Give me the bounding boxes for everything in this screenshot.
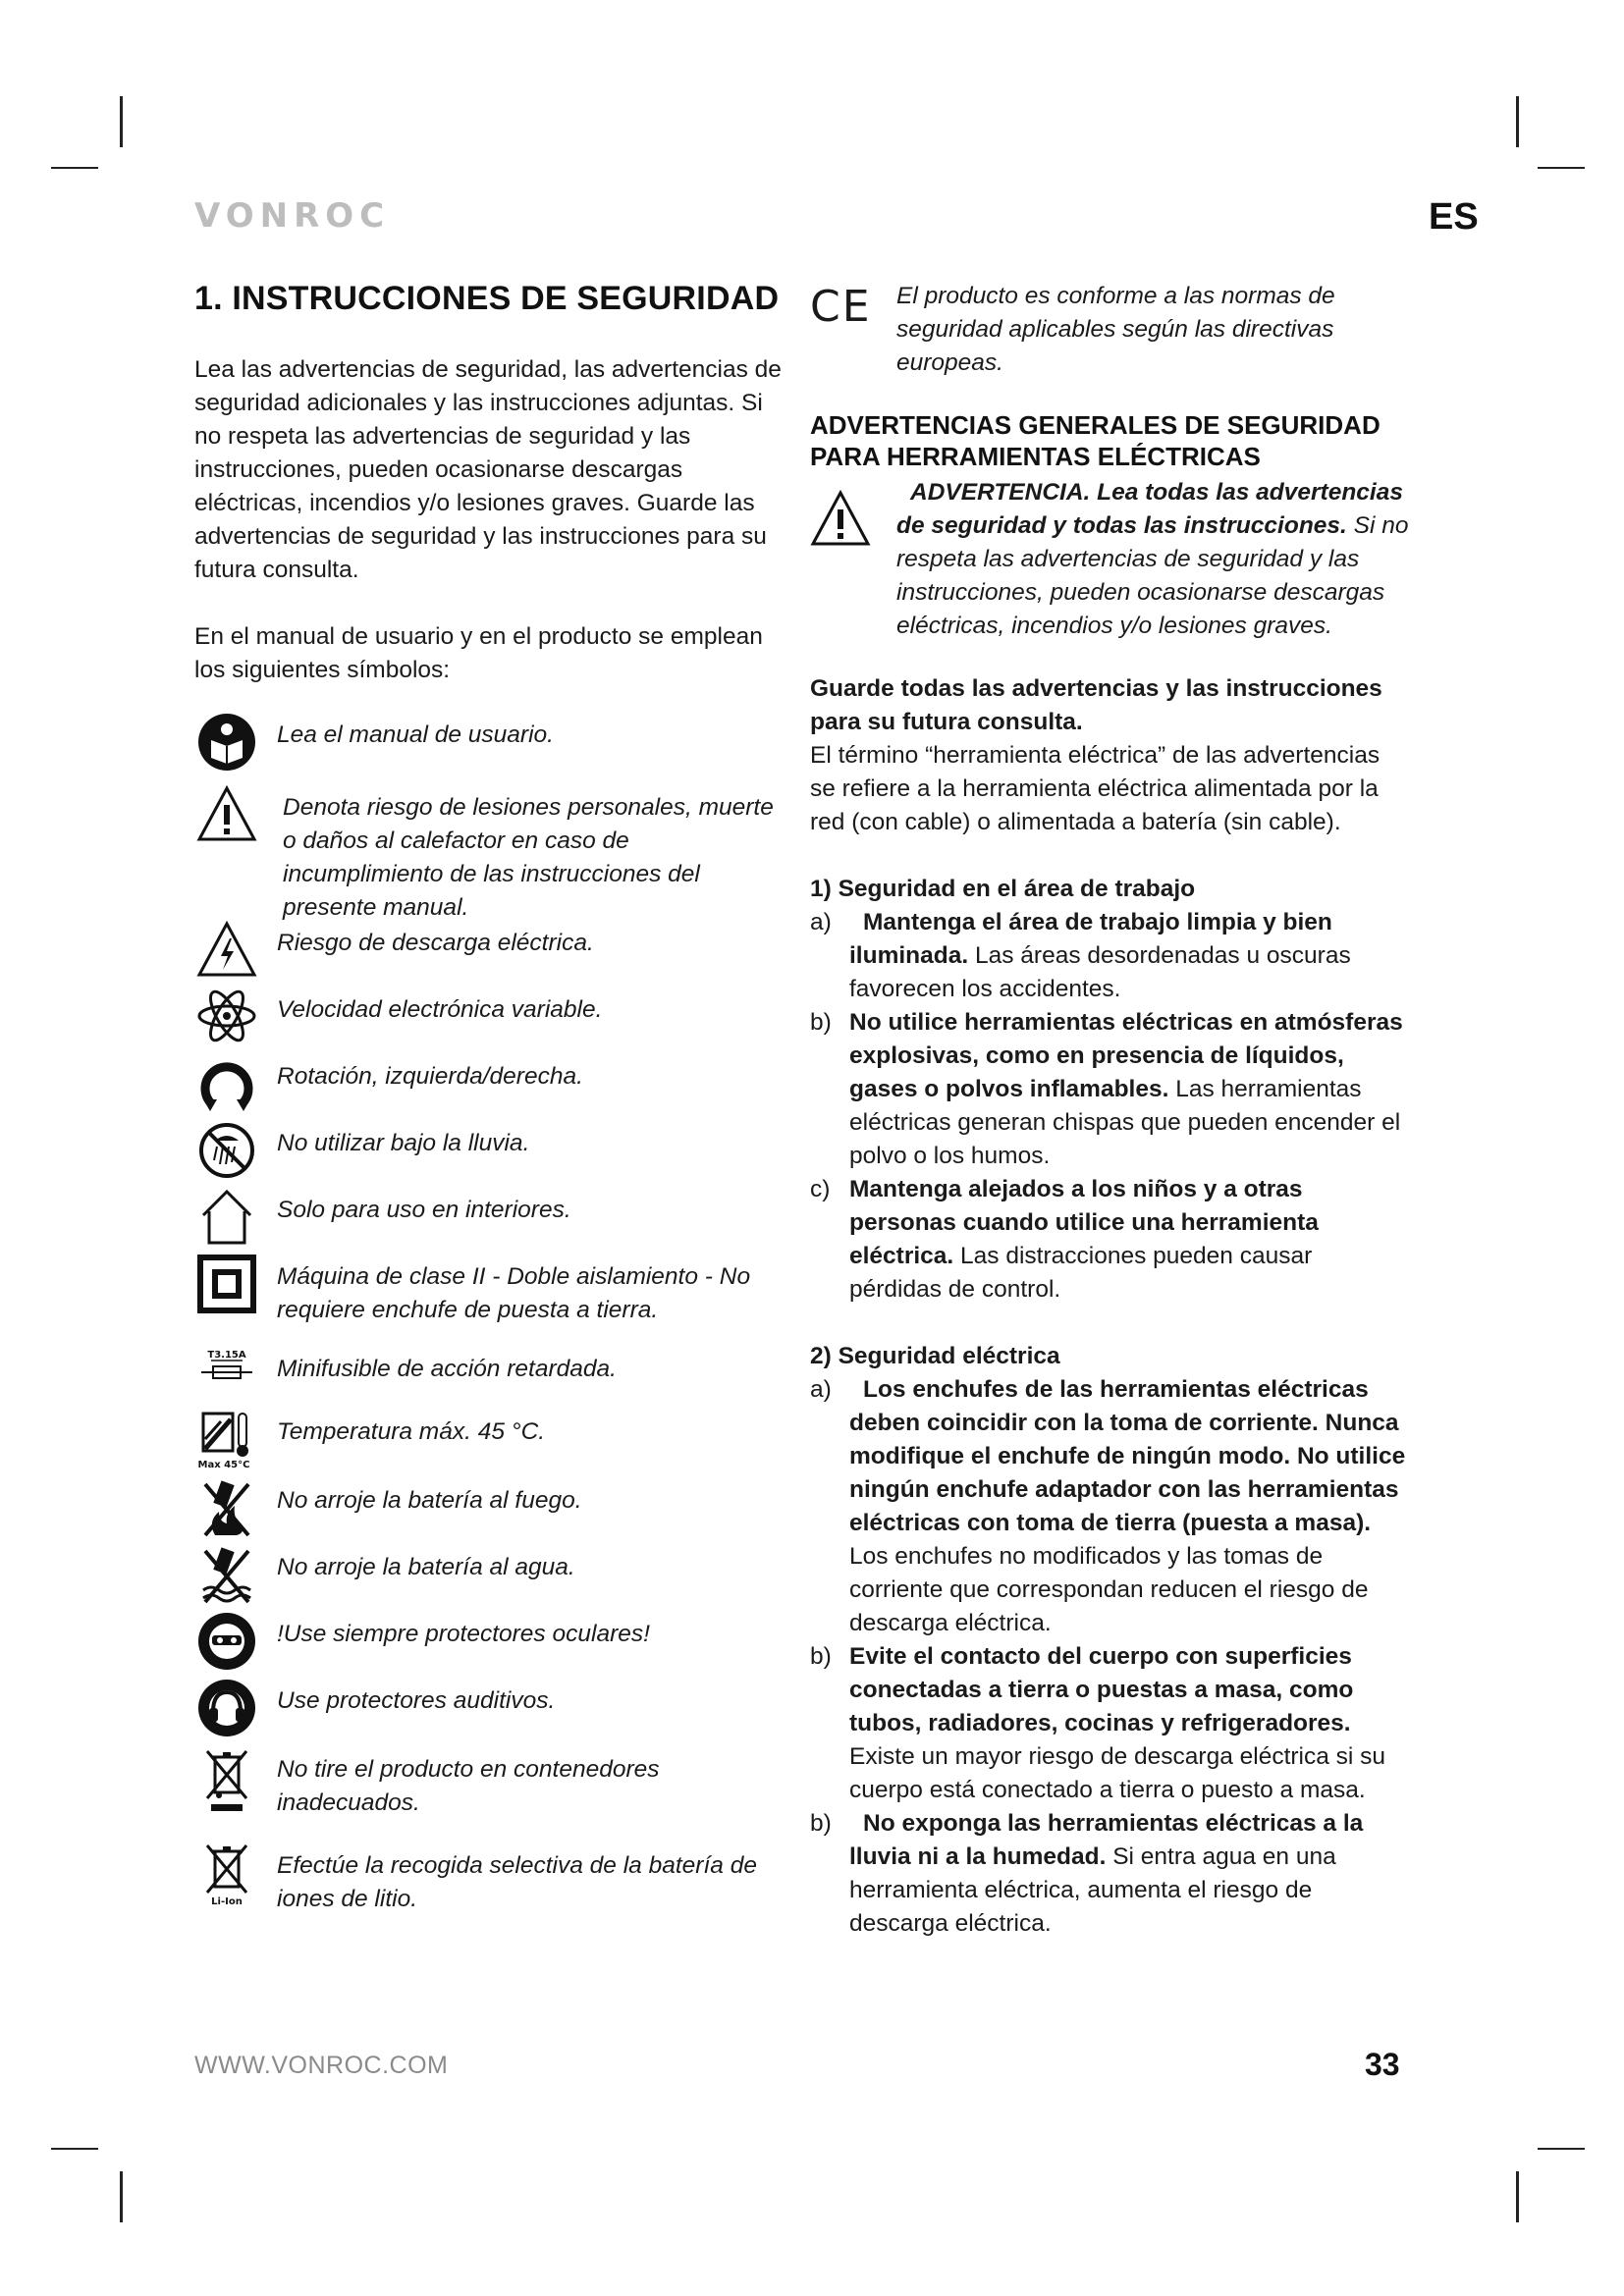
item-rest: Las herramientas eléctricas generan chispas que pueden encender el polvo o los humos.	[849, 1076, 1401, 1169]
symbol-row	[194, 1410, 793, 1478]
symbol-text: No tire el producto en contenedores inadecuados.	[277, 1756, 660, 1816]
electric-shock-icon	[196, 921, 257, 978]
symbol-row	[194, 1121, 793, 1188]
ce-conformity	[810, 280, 1409, 380]
symbol-text: Solo para uso en interiores.	[277, 1197, 571, 1223]
symbol-row	[194, 1478, 793, 1545]
symbol-row	[194, 1545, 793, 1612]
symbol-row	[194, 785, 793, 921]
warning-bold: ADVERTENCIA. Lea todas las advertencias de seguridad y todas las instrucciones.	[896, 479, 1403, 539]
crop-mark	[1538, 167, 1585, 169]
item-bold: Mantenga el área de trabajo limpia y bien iluminada.	[849, 909, 1332, 969]
symbol-text: Use protectores auditivos.	[277, 1687, 556, 1714]
variable-speed-icon	[196, 988, 257, 1044]
symbol-row	[194, 1188, 793, 1255]
item-letter: b)	[810, 1643, 832, 1670]
class-ii-icon	[197, 1255, 256, 1313]
crop-mark	[1516, 2171, 1519, 2222]
keep-instructions: Guarde todas las advertencias y las instrucciones para su futura consulta.	[810, 675, 1382, 735]
crop-mark	[51, 167, 98, 169]
term-paragraph: El término “herramienta eléctrica” de las advertencias se refiere a la herramienta eléctrica alimentada por la red (con cable) o alimentada a batería (sin cable).	[810, 742, 1380, 835]
symbol-text: Efectúe la recogida selectiva de la batería de iones de litio.	[277, 1852, 757, 1912]
list-item	[810, 1807, 1409, 1941]
item-rest: Si entra agua en una herramienta eléctrica, aumenta el riesgo de descarga eléctrica.	[849, 1843, 1336, 1937]
item-rest: Las áreas desordenadas u oscuras favorecen los accidentes.	[849, 942, 1351, 1002]
crop-mark	[1538, 2148, 1585, 2150]
symbol-text: Máquina de clase II - Doble aislamiento - No requiere enchufe de puesta a tierra.	[277, 1263, 751, 1323]
li-ion-bin-icon	[197, 1843, 256, 1908]
left-column	[194, 280, 793, 1912]
section-electrical	[810, 1340, 1409, 1941]
temperature-label: Max 45°C	[197, 1460, 250, 1470]
symbol-row	[194, 1747, 793, 1843]
symbol-text: No utilizar bajo la lluvia.	[277, 1130, 530, 1156]
brand-logo: VONROC	[194, 196, 391, 236]
symbol-text: Velocidad electrónica variable.	[277, 996, 603, 1023]
warning-block	[810, 476, 1409, 643]
item-bold: Evite el contacto del cuerpo con superficies conectadas a tierra o puestas a masa, como tubos, radiadores, cocinas y refrigeradores.	[849, 1643, 1354, 1736]
list-item	[810, 1173, 1409, 1307]
symbol-row	[194, 1054, 793, 1121]
item-letter: a)	[810, 1376, 832, 1403]
symbol-row	[194, 1347, 793, 1410]
item-letter: b)	[810, 1810, 832, 1837]
symbol-row	[194, 921, 793, 988]
no-rain-icon	[197, 1121, 256, 1180]
section-heading: 2) Seguridad eléctrica	[810, 1343, 1060, 1369]
page-number: 33	[1365, 2047, 1400, 2082]
item-letter: b)	[810, 1009, 832, 1036]
crop-mark	[120, 96, 123, 147]
li-ion-label: Li-Ion	[211, 1896, 243, 1907]
symbol-row	[194, 1679, 793, 1747]
item-bold: Mantenga alejados a los niños y a otras personas cuando utilice una herramienta eléctrica.	[849, 1176, 1319, 1269]
item-rest: Las distracciones pueden causar pérdidas de control.	[849, 1243, 1313, 1303]
symbol-text: No arroje la batería al agua.	[277, 1554, 575, 1580]
section-heading: 1) Seguridad en el área de trabajo	[810, 876, 1196, 902]
footer-url: WWW.VONROC.COM	[194, 2052, 449, 2079]
symbol-text: Rotación, izquierda/derecha.	[277, 1063, 583, 1090]
crop-mark	[1516, 96, 1519, 147]
warning-triangle-icon	[810, 490, 871, 547]
item-rest: Existe un mayor riesgo de descarga eléctrica si su cuerpo está conectado a tierra o puesto a masa.	[849, 1743, 1386, 1803]
read-manual-icon	[197, 713, 256, 772]
symbol-text: !Use siempre protectores oculares!	[277, 1621, 650, 1647]
symbol-text: Minifusible de acción retardada.	[277, 1356, 617, 1382]
general-heading: ADVERTENCIAS GENERALES DE SEGURIDAD PARA HERRAMIENTAS ELÉCTRICAS	[810, 410, 1380, 471]
symbol-row	[194, 1255, 793, 1347]
symbol-text: No arroje la batería al fuego.	[277, 1487, 582, 1514]
ce-mark-icon: CE	[810, 282, 872, 332]
symbol-text: Lea el manual de usuario.	[277, 721, 554, 748]
ear-protection-icon	[197, 1679, 256, 1737]
crop-mark	[120, 2171, 123, 2222]
indoor-house-icon	[197, 1188, 256, 1247]
warning-rest: Si no respeta las advertencias de seguridad y las instrucciones, pueden ocasionarse descargas eléctricas, incendios y/o lesiones graves.	[896, 512, 1409, 639]
section-work-area	[810, 873, 1409, 1307]
symbol-row	[194, 1843, 793, 1912]
crop-mark	[51, 2148, 98, 2150]
intro-paragraph: Lea las advertencias de seguridad, las advertencias de seguridad adicionales y las instrucciones adjuntas. Si no respeta las advertencias de seguridad y las instrucciones, pueden ocasionarse descargas eléctricas, incendios y/o lesiones graves. Guarde las advertencias de seguridad y las instrucciones para su futura consulta.	[194, 356, 782, 583]
item-letter: c)	[810, 1176, 831, 1202]
no-water-icon	[197, 1545, 256, 1606]
list-item	[810, 906, 1409, 1006]
symbol-text: Riesgo de descarga eléctrica.	[277, 930, 594, 956]
temperature-icon	[197, 1410, 256, 1470]
ce-text: El producto es conforme a las normas de seguridad aplicables según las directivas europeas.	[896, 283, 1335, 376]
item-bold: No exponga las herramientas eléctricas a la lluvia ni a la humedad.	[849, 1810, 1364, 1870]
section-title: 1. INSTRUCCIONES DE SEGURIDAD	[194, 280, 780, 317]
eye-protection-icon	[197, 1612, 256, 1671]
item-rest: Los enchufes no modificados y las tomas de corriente que correspondan reducen el riesgo de descarga eléctrica.	[849, 1543, 1369, 1636]
item-letter: a)	[810, 909, 832, 935]
symbol-row	[194, 988, 793, 1054]
no-fire-icon	[197, 1478, 256, 1539]
item-bold: Los enchufes de las herramientas eléctricas deben coincidir con la toma de corriente. Nunca modifique el enchufe de ningún modo. No utilice ningún enchufe adaptador con las herramientas eléctricas con toma de tierra (puesta a masa).	[849, 1376, 1406, 1536]
symbol-text: Temperatura máx. 45 °C.	[277, 1418, 546, 1445]
list-item	[810, 1006, 1409, 1173]
symbol-row	[194, 1612, 793, 1679]
fuse-icon	[197, 1347, 256, 1386]
rotation-icon	[197, 1054, 256, 1113]
language-code: ES	[1429, 196, 1479, 238]
crossed-bin-icon	[197, 1747, 256, 1812]
symbols-intro: En el manual de usuario y en el producto se emplean los siguientes símbolos:	[194, 623, 763, 683]
list-item	[810, 1373, 1409, 1640]
item-bold: No utilice herramientas eléctricas en atmósferas explosivas, como en presencia de líquidos, gases o polvos inflamables.	[849, 1009, 1403, 1102]
symbol-text: Denota riesgo de lesiones personales, muerte o daños al calefactor en caso de incumplimiento de las instrucciones del presente manual.	[283, 794, 774, 921]
fuse-label: T3.15A	[207, 1350, 246, 1361]
right-column	[810, 280, 1409, 1941]
list-item	[810, 1640, 1409, 1807]
warning-triangle-icon	[196, 785, 257, 842]
symbol-row	[194, 713, 793, 777]
